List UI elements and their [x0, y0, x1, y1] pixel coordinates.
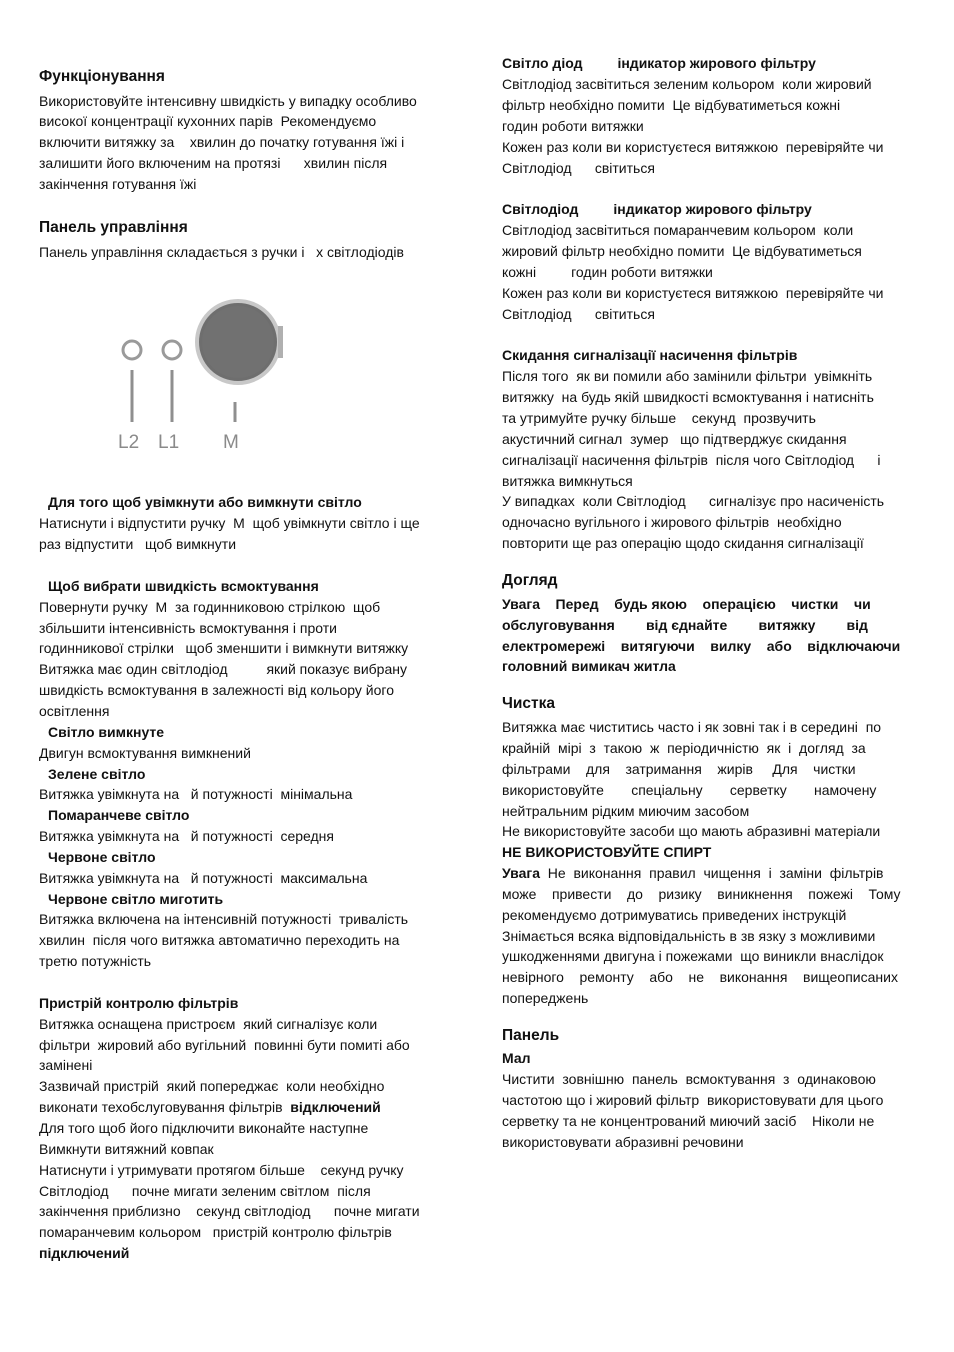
care-warning-line: електромережі витягуючи вилку або відключаючи [502, 638, 901, 654]
state-blink-line: третю потужність [39, 953, 152, 969]
filter-line: Світлодіод почне мигати зеленим світлом після [39, 1183, 371, 1199]
status-connected: підключений [39, 1245, 130, 1261]
led2-line: Світлодіод світиться [502, 306, 655, 322]
state-green-title: Зелене світло [48, 766, 146, 782]
clean-warning-text: Не виконання правил чищення і заміни фільтрів [540, 865, 884, 881]
clean-line: фільтрами для затримання жирів Для чистки [502, 761, 856, 777]
state-red-desc: Витяжка увімкнута на й потужності максимальна [39, 870, 368, 886]
speed-line: годинникової стрілки щоб зменшити і вимкнути витяжку [39, 640, 409, 656]
speed-line: освітлення [39, 703, 110, 719]
liability-line: невірного ремонту або не виконання вищеописаних [502, 969, 898, 985]
heading-filter-device: Пристрій контролю фільтрів [39, 995, 239, 1011]
state-red-title: Червоне світло [48, 849, 156, 865]
clean-line: використовуйте спеціальну серветку намочену [502, 782, 877, 798]
led-l1-icon [163, 341, 181, 359]
panel-line: частотою що і жировий фільтр використовувати для цього [502, 1092, 884, 1108]
filter-line-status [39, 1097, 381, 1117]
state-off-desc: Двигун всмоктування вимкнений [39, 745, 251, 761]
state-blink-line: Витяжка включена на інтенсивній потужності тривалість [39, 911, 409, 927]
clean-warning-label: Увага [502, 865, 541, 881]
panel-line: серветку та не концентрований миючий засіб Ніколи не [502, 1113, 875, 1129]
led1-line: Світлодіод світиться [502, 160, 655, 176]
led2-title: Світлодіод індикатор жирового фільтру [502, 201, 812, 217]
state-blink-line: хвилин після чого витяжка автоматично переходить на [39, 932, 400, 948]
label-l2: L2 [118, 432, 140, 453]
light-line: Натиснути і відпустити ручку М щоб увімкнути світло і ще [39, 515, 420, 531]
filter-line: помаранчевим кольором пристрій контролю фільтрів [39, 1224, 392, 1240]
state-green-desc: Витяжка увімкнута на й потужності мінімальна [39, 786, 353, 802]
reset-title: Скидання сигналізації насичення фільтрів [502, 347, 798, 363]
heading-control-panel: Панель управління [39, 219, 188, 236]
panel-description: Панель управління складається з ручки і х світлодіодів [39, 244, 404, 260]
led1-title: Світло діод індикатор жирового фільтру [502, 55, 816, 71]
led2-line: жировий фільтр необхідно помити Це відбуватиметься [502, 243, 862, 259]
reset-line: У випадках коли Світлодіод сигналізує про насиченість [502, 493, 885, 509]
speed-line: збільшити інтенсивність всмоктування і проти [39, 620, 337, 636]
status-disconnected: відключений [290, 1099, 381, 1115]
led1-line: Кожен раз коли ви користуєтеся витяжкою перевіряйте чи [502, 139, 884, 155]
filter-line: замінені [39, 1057, 93, 1073]
liability-line: Знімається всяка відповідальність в зв язку з можливими [502, 928, 876, 944]
reset-line: повторити ще раз операцію щодо скидання сигналізації [502, 535, 864, 551]
led2-line: Кожен раз коли ви користуєтеся витяжкою перевіряйте чи [502, 285, 884, 301]
clean-no-alcohol: НЕ ВИКОРИСТОВУЙТЕ СПИРТ [502, 844, 712, 860]
control-panel-diagram [112, 298, 292, 458]
heading-functioning: Функціонування [39, 68, 165, 85]
heading-cleaning: Чистка [502, 695, 556, 712]
knob-face [202, 306, 274, 378]
reset-line: витяжка вимкнуться [502, 473, 633, 489]
func-line: закінчення готування їжі [39, 176, 197, 192]
care-warning-line: головний вимикач житла [502, 658, 676, 674]
heading-panel: Панель [502, 1027, 560, 1044]
liability-line: попереджень [502, 990, 589, 1006]
led1-line: Світлодіод засвітиться зеленим кольором коли жировий [502, 76, 872, 92]
state-orange-desc: Витяжка увімкнута на й потужності середня [39, 828, 334, 844]
clean-line: крайній мірі з такою ж періодичністю як і догляд за [502, 740, 866, 756]
reset-line: сигналізації насичення фільтрів після чого Світлодіод і [502, 452, 881, 468]
reset-line: витяжку на будь якій швидкості всмоктування і натисніть [502, 389, 874, 405]
filter-line: Вимкнути витяжний ковпак [39, 1141, 214, 1157]
clean-line: нейтральним рідким миючим засобом [502, 803, 750, 819]
care-warning-line: обслуговування від єднайте витяжку від [502, 617, 868, 633]
clean-no-abrasive: Не використовуйте засоби що мають абразивні матеріали [502, 823, 881, 839]
state-orange-title: Помаранчеве світло [48, 807, 190, 823]
liability-line: ушкодженнями двигуна і пожежами що виникли внаслідок [502, 948, 884, 964]
state-blink-title: Червоне світло миготить [48, 891, 224, 907]
led1-line: фільтр необхідно помити Це відбуватиметься кожні [502, 97, 841, 113]
care-warning-line: Увага Перед будь якою операцією чистки чи [502, 596, 871, 612]
func-line: залишити його включеним на протязі хвилин після [39, 155, 388, 171]
filter-line: Витяжка оснащена пристроєм який сигналізує коли [39, 1016, 378, 1032]
state-off-title: Світло вимкнуте [48, 724, 165, 740]
clean-warning-line: рекомендуємо дотримуватись приведених інструкцій [502, 907, 847, 923]
speed-line: швидкість всмоктування в залежності від кольору його [39, 682, 394, 698]
clean-warning-line: може привести до ризику виникнення пожежі Тому [502, 886, 901, 902]
heading-care: Догляд [502, 572, 558, 589]
speed-line: Витяжка має один світлодіод який показує вибрану [39, 661, 407, 677]
filter-line: фільтри жировий або вугільний повинні бути помиті або [39, 1037, 410, 1053]
filter-line: Натиснути і утримувати протягом більше секунд ручку [39, 1162, 404, 1178]
label-m: M [223, 432, 239, 453]
reset-line: Після того як ви помили або замінили фільтри увімкніть [502, 368, 873, 384]
filter-line-text: виконати техобслуговування фільтрів [39, 1099, 291, 1115]
led2-line: кожні годин роботи витяжки [502, 264, 713, 280]
filter-line: закінчення приблизно секунд світлодіод почне мигати [39, 1203, 420, 1219]
panel-line: Чистити зовнішню панель всмоктування з одинаковою [502, 1071, 876, 1087]
knob-side-edge [278, 326, 283, 358]
reset-line: одночасно вугільного і жирового фільтрів необхідно [502, 514, 842, 530]
reset-line: та утримуйте ручку більше секунд прозвучить [502, 410, 816, 426]
led2-line: Світлодіод засвітиться помаранчевим кольором коли [502, 222, 854, 238]
filter-line: Зазвичай пристрій який попереджає коли необхідно [39, 1078, 385, 1094]
subheading-speed: Щоб вибрати швидкість всмоктування [48, 578, 319, 594]
led-l2-icon [123, 341, 141, 359]
clean-warning-line-1 [502, 863, 884, 883]
label-l1: L1 [158, 432, 180, 453]
func-line: Використовуйте інтенсивну швидкість у випадку особливо [39, 93, 417, 109]
func-line: високої концентрації кухонних парів Рекомендуємо [39, 113, 377, 129]
panel-figure-ref: Мал [502, 1050, 531, 1066]
subheading-light-toggle: Для того щоб увімкнути або вимкнути світло [48, 494, 362, 510]
speed-line: Повернути ручку М за годинниковою стрілкою щоб [39, 599, 381, 615]
panel-line: використовувати абразивні речовини [502, 1134, 744, 1150]
led1-line: годин роботи витяжки [502, 118, 644, 134]
light-line: раз відпустити щоб вимкнути [39, 536, 237, 552]
filter-line: Для того щоб його підключити виконайте наступне [39, 1120, 369, 1136]
func-line: включити витяжку за хвилин до початку готування їжі і [39, 134, 405, 150]
reset-line: акустичний сигнал зумер що підтверджує скидання [502, 431, 847, 447]
clean-line: Витяжка має чиститись часто і як зовні так і в середині по [502, 719, 882, 735]
